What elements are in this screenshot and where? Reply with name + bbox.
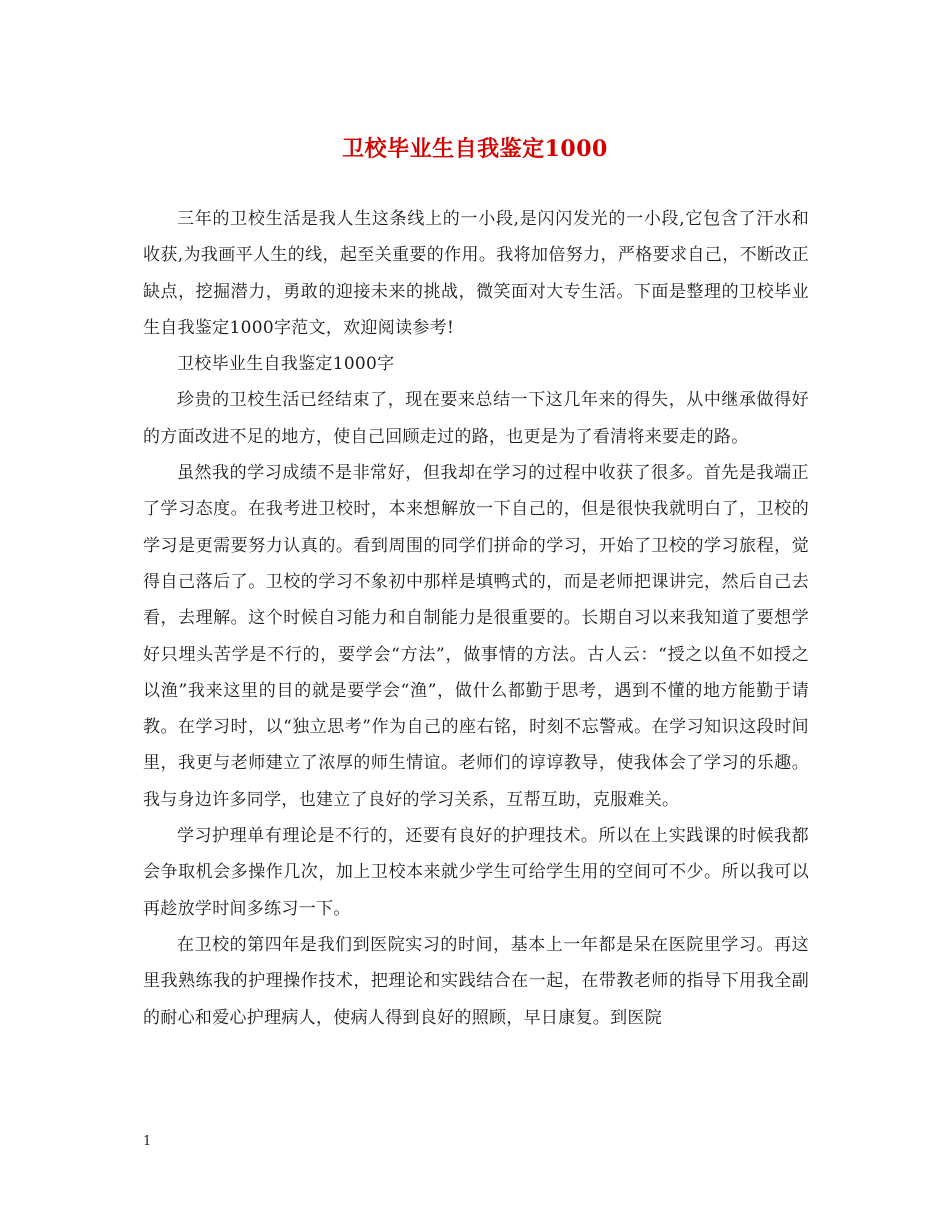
body-paragraph: 在卫校的第四年是我们到医院实习的时间，基本上一年都是呆在医院里学习。再这里我熟练我的护理操作技术，把理论和实践结合在一起，在带教老师的指导下用我全副的耐心和爱心护理病人，使病人得到良好的照顾，早日康复。到医院: [143, 934, 809, 1028]
section-heading: 卫校毕业生自我鉴定1000字: [177, 354, 395, 375]
body-paragraph: 学习护理单有理论是不行的，还要有良好的护理技术。所以在上实践课的时候我都会争取机会多操作几次，加上卫校本来就少学生可给学生用的空间可不少。所以我可以再趁放学时间多练习一下。: [143, 826, 809, 919]
body-paragraph: 珍贵的卫校生活已经结束了，现在要来总结一下这几年来的得失，从中继承做得好的方面改进不足的地方，使自己回顾走过的路，也更是为了看清将来要走的路。: [143, 390, 809, 447]
page-number: 1: [143, 1134, 152, 1149]
document-body: [143, 201, 809, 1036]
document-title: 卫校毕业生自我鉴定1000: [342, 136, 608, 162]
body-paragraph: 虽然我的学习成绩不是非常好，但我却在学习的过程中收获了很多。首先是我端正了学习态度。在我考进卫校时，本来想解放一下自己的，但是很快我就明白了，卫校的学习是更需要努力认真的。看到周围的同学们拼命的学习，开始了卫校的学习旅程，觉得自己落后了。卫校的学习不象初中那样是填鸭式的，而是老师把课讲完，然后自己去看，去理解。这个时候自习能力和自制能力是很重要的。长期自习以来我知道了要想学好只埋头苦学是不行的，要学会“方法”，做事情的方法。古人云：“授之以鱼不如授之以渔”我来这里的目的就是要学会“渔”，做什么都勤于思考，遇到不懂的地方能勤于请教。在学习时，以“独立思考”作为自己的座右铭，时刻不忘警戒。在学习知识这段时间里，我更与老师建立了浓厚的师生情谊。老师们的谆谆教导，使我体会了学习的乐趣。我与身边许多同学，也建立了良好的学习关系，互帮互助，克服难关。: [143, 463, 809, 810]
intro-paragraph: 三年的卫校生活是我人生这条线上的一小段,是闪闪发光的一小段,它包含了汗水和收获,为我画平人生的线，起至关重要的作用。我将加倍努力，严格要求自己，不断改正缺点，挖掘潜力，勇敢的迎接未来的挑战，微笑面对大专生活。下面是整理的卫校毕业生自我鉴定1000字范文，欢迎阅读参考!: [143, 209, 809, 338]
